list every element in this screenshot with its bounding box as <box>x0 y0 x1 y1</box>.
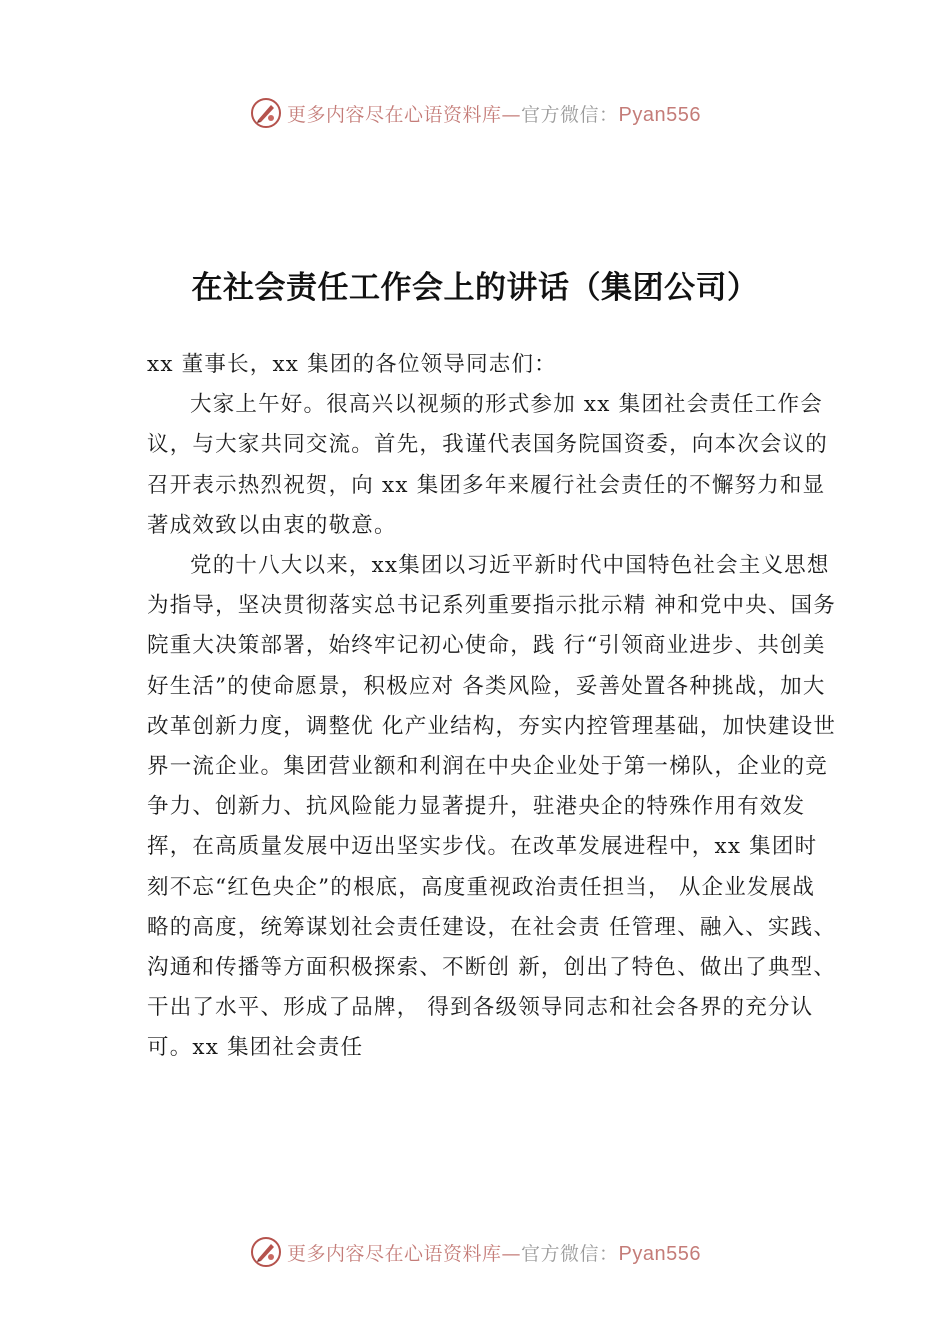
paragraph-2: 党的十八大以来，xx集团以习近平新时代中国特色社会主义思想为指导，坚决贯彻落实总书记系列重要指示批示精 神和党中央、国务院重大决策部署，始终牢记初心使命，践 行“引领商业进步、共创美好生活”的使命愿景，积极应对 各类风险，妥善处置各种挑战，加大改革创新力度，调整优 化产业结构，夯实内控管理基础，加快建设世界一流企业。集团营业额和利润在中央企业处于第一梯队，企业的竞争力、创新力、抗风险能力显著提升，驻港央企的特殊作用有效发 挥，在高质量发展中迈出坚实步伐。在改革发展进程中，xx 集团时刻不忘“红色央企”的根底，高度重视政治责任担当， 从企业发展战略的高度，统筹谋划社会责任建设，在社会责 任管理、融入、实践、沟通和传播等方面积极探索、不断创 新，创出了特色、做出了典型、干出了水平、形成了品牌， 得到各级领导同志和社会各界的充分认可。xx 集团社会责任 <box>147 553 837 1061</box>
document-body <box>147 345 837 1069</box>
header-watermark-banner <box>0 93 950 133</box>
quill-logo-icon <box>249 96 283 130</box>
banner-wechat-id: Pyan556 <box>618 103 701 126</box>
banner-wechat-label: 官方微信： <box>521 1242 619 1265</box>
banner-wechat-id: Pyan556 <box>618 1242 701 1265</box>
quill-logo-icon <box>249 1235 283 1269</box>
banner-main-text: 更多内容尽在心语资料库 <box>287 1242 502 1265</box>
banner-text <box>287 1239 701 1266</box>
banner-main-text: 更多内容尽在心语资料库 <box>287 103 502 126</box>
document-title: 在社会责任工作会上的讲话（集团公司） <box>191 270 759 306</box>
footer-watermark-banner <box>0 1232 950 1272</box>
paragraph-1: 大家上午好。很高兴以视频的形式参加 xx 集团社会责任工作会议，与大家共同交流。首先，我谨代表国务院国资委，向本次会议的召开表示热烈祝贺，向 xx 集团多年来履行社会责任的不懈努力和显著成效致以由衷的敬意。 <box>147 392 829 538</box>
banner-dash: — <box>501 1242 522 1265</box>
banner-text <box>287 100 701 127</box>
banner-wechat-label: 官方微信： <box>521 103 619 126</box>
salutation: xx 董事长，xx 集团的各位领导同志们： <box>147 352 557 377</box>
banner-dash: — <box>501 103 522 126</box>
